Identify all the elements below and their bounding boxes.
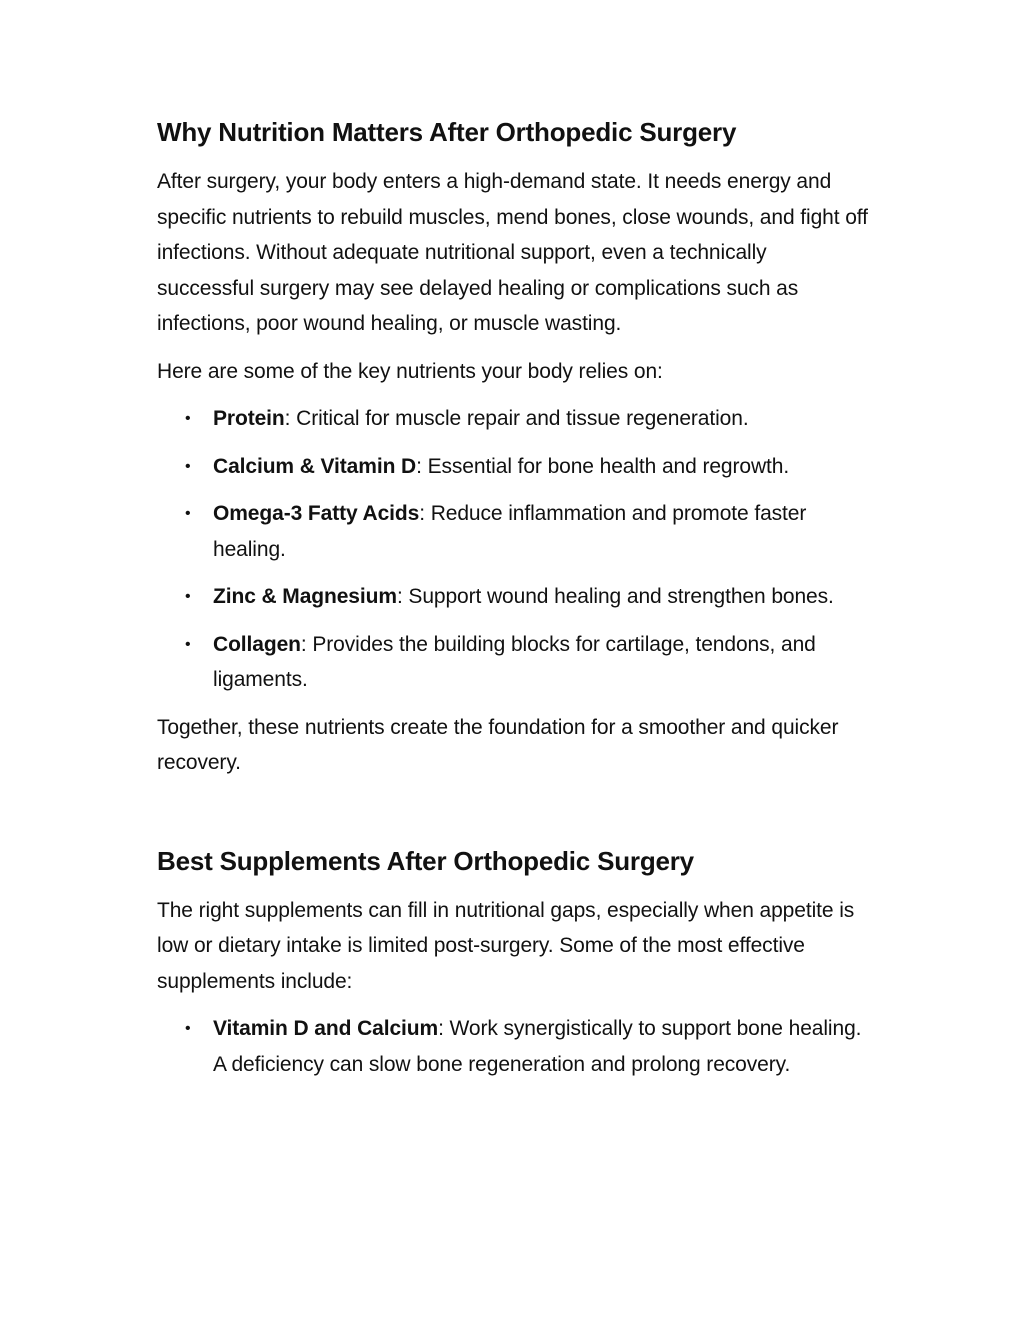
list-item: [157, 449, 869, 485]
section-heading-supplements: Best Supplements After Orthopedic Surgery: [157, 845, 694, 876]
list-item: [157, 579, 869, 615]
section-spacer: [157, 793, 869, 841]
list-item-text: : Support wound healing and strengthen bones.: [396, 585, 834, 608]
list-item-text: : Reduce inflammation and promote faster healing.: [213, 502, 807, 561]
closing-paragraph: Together, these nutrients create the foundation for a smoother and quicker recovery.: [157, 715, 839, 774]
list-item-term: Omega-3 Fatty Acids: [213, 502, 420, 525]
bullet-icon: •: [185, 505, 191, 522]
list-item-text: : Critical for muscle repair and tissue regeneration.: [284, 407, 749, 430]
list-item: [157, 1011, 869, 1082]
list-item-term: Zinc & Magnesium: [213, 585, 397, 608]
bullet-icon: •: [185, 635, 191, 653]
list-item-term: Protein: [213, 407, 285, 430]
section-heading-nutrition: Why Nutrition Matters After Orthopedic Surgery: [157, 117, 737, 147]
nutrients-list: [157, 401, 869, 698]
list-item-term: Calcium & Vitamin D: [213, 454, 417, 478]
nutrients-lead-paragraph: Here are some of the key nutrients your body relies on:: [157, 359, 663, 383]
supplements-intro-paragraph: The right supplements can fill in nutritional gaps, especially when appetite is low or dietary intake is limited post-surgery. Some of the most effective supplements include:: [157, 898, 855, 993]
list-item-term: Collagen: [213, 632, 301, 656]
bullet-icon: •: [185, 588, 191, 605]
list-item-term: Vitamin D and Calcium: [213, 1017, 439, 1040]
supplements-list: [157, 1011, 869, 1082]
list-item-text: : Essential for bone health and regrowth.: [416, 454, 790, 478]
list-item-text: : Provides the building blocks for cartilage, tendons, and ligaments.: [213, 632, 816, 691]
list-item: [157, 627, 869, 698]
document-page: [157, 112, 869, 1094]
intro-paragraph: After surgery, your body enters a high-demand state. It needs energy and specific nutrients to rebuild muscles, mend bones, close wounds, and fight off infections. Without adequate nutritional support, even a technically successful surgery may see delayed healing or complications such as infections, poor wound healing, or muscle wasting.: [157, 170, 868, 335]
bullet-icon: •: [185, 457, 191, 475]
list-item: [157, 401, 869, 437]
bullet-icon: •: [185, 1020, 191, 1037]
bullet-icon: •: [185, 410, 191, 427]
list-item: [157, 496, 869, 567]
list-item-text: : Work synergistically to support bone healing. A deficiency can slow bone regeneration and prolong recovery.: [213, 1017, 862, 1076]
